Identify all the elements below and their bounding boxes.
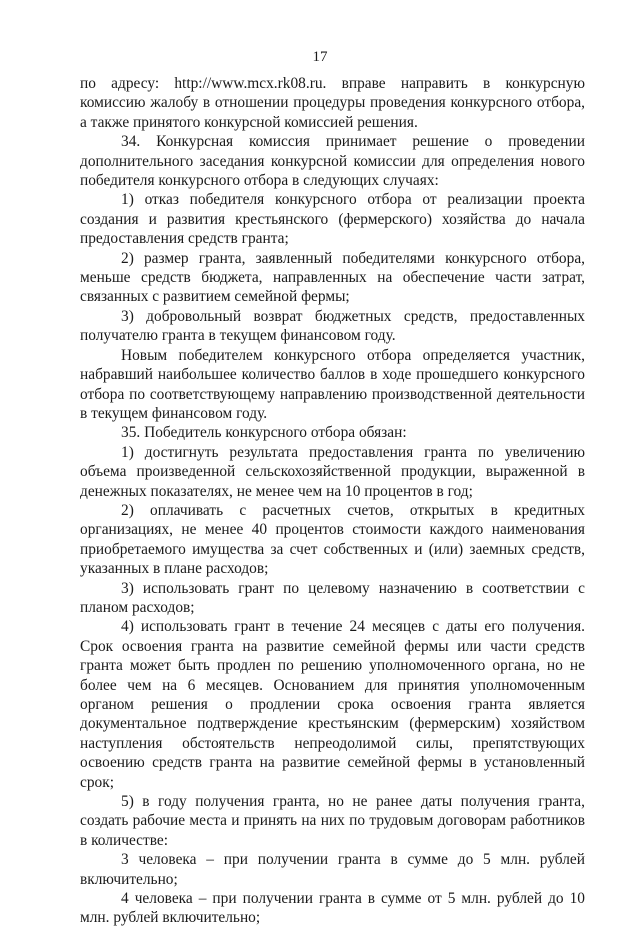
page-number: 17 — [312, 49, 328, 65]
paragraph: 2) размер гранта, заявленный победителями конкурсного отбора, меньше средств бюджета, направленных на обеспечение части затрат, связанных с развитием семейной фермы; — [80, 249, 585, 306]
paragraph: 5) в году получения гранта, но не ранее даты получения гранта, создать рабочие места и принять на них по трудовым договорам работников в количестве: — [80, 793, 585, 849]
paragraph: 35. Победитель конкурсного отбора обязан: — [121, 424, 407, 442]
paragraph: 3 человека – при получении гранта в сумме до 5 млн. рублей включительно; — [80, 851, 585, 888]
document-body — [80, 74, 585, 928]
paragraph: 34. Конкурсная комиссия принимает решение о проведении дополнительного заседания конкурсной комиссии для определения нового победителя конкурсного отбора в следующих случаях: — [80, 133, 585, 190]
paragraph: по адресу: http://www.mcx.rk08.ru. вправе направить в конкурсную комиссию жалобу в отношении процедуры проведения конкурсного отбора, а также принятого конкурсной комиссией решения. — [80, 75, 585, 131]
paragraph: 2) оплачивать с расчетных счетов, открытых в кредитных организациях, не менее 40 процентов стоимости каждого наименования приобретаемого имущества за счет собственных и (или) заемных средств, указанных в плане расходов; — [80, 501, 585, 578]
paragraph: 4) использовать грант в течение 24 месяцев с даты его получения. Срок освоения гранта на развитие семейной фермы или части средств гранта может быть продлен по решению уполномоченного органа, но не более чем на 6 месяцев. Основанием для принятия уполномоченным органом решения о продлении срока освоения гранта является документальное подтверждение крестьянским (фермерским) хозяйством наступления обстоятельств непреодолимой силы, препятствующих освоению средств гранта на развитие семейной фермы в установленный срок; — [80, 618, 585, 791]
paragraph: 3) добровольный возврат бюджетных средств, предоставленных получателю гранта в текущем финансовом году. — [80, 307, 585, 345]
paragraph: 1) отказ победителя конкурсного отбора от реализации проекта создания и развития крестьянского (фермерского) хозяйства до начала предоставления средств гранта; — [80, 191, 585, 248]
paragraph: 1) достигнуть результата предоставления гранта по увеличению объема произведенной сельскохозяйственной продукции, выраженной в денежных показателях, не менее чем на 10 процентов в год; — [80, 443, 585, 500]
paragraph: Новым победителем конкурсного отбора определяется участник, набравший наибольшее количество баллов в ходе прошедшего конкурсного отбора по соответствующему направлению производственной деятельности в текущем финансовом году. — [80, 346, 585, 422]
paragraph: 4 человека – при получении гранта в сумме от 5 млн. рублей до 10 млн. рублей включительно; — [80, 890, 585, 927]
paragraph: 3) использовать грант по целевому назначению в соответствии с планом расходов; — [80, 579, 585, 616]
